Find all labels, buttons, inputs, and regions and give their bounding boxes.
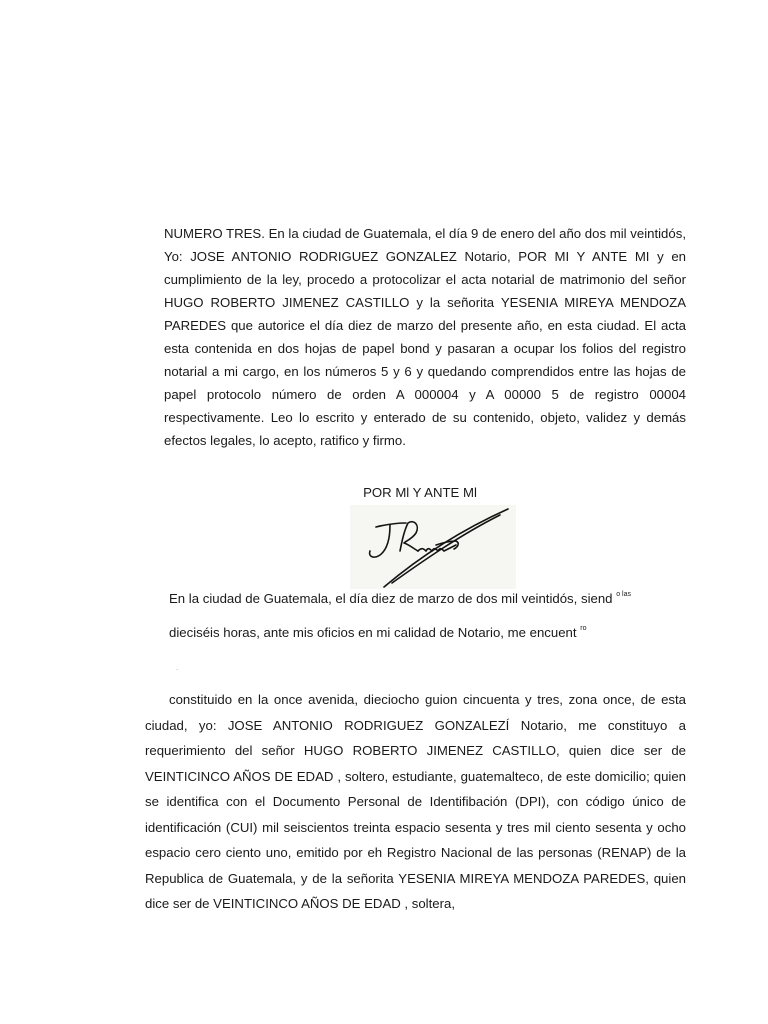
stray-mark: . [176,663,179,672]
signature-icon [350,505,516,589]
date-line-superscript: o las [616,590,631,598]
hour-line [169,625,586,640]
body-paragraph: constituido en la once avenida, dieciocho guion cincuenta y tres, zona once, de esta ciudad, yo: JOSE ANTONIO RODRIGUEZ GONZALEZÍ Notario, me constituyo a requerimiento del señor HUGO ROBERTO JIMENEZ CASTILLO, quien dice ser de VEINTICINCO AÑOS DE EDAD , soltero, estudiante, guatemalteco, de este domicilio; quien se identifica con el Documento Personal de Identifibación (DPI), con código único de identificación (CUI) mil seiscientos treinta espacio sesenta y tres mil ciento sesenta y ocho espacio cero ciento uno, emitido por eh Registro Nacional de las personas (RENAP) de la Republica de Guatemala, y de la señorita YESENIA MIREYA MENDOZA PAREDES, quien dice ser de VEINTICINCO AÑOS DE EDAD , soltera, [145,692,686,911]
handwritten-signature [350,505,516,589]
hour-line-superscript: ro [580,624,587,632]
intro-paragraph: NUMERO TRES. En la ciudad de Guatemala, el día 9 de enero del año dos mil veintidós, Yo: JOSE ANTONIO RODRIGUEZ GONZALEZ Notario, POR MI Y ANTE MI y en cumplimiento de la ley, procedo a protocolizar el acta notarial de matrimonio del señor HUGO ROBERTO JIMENEZ CASTILLO y la señorita YESENIA MIREYA MENDOZA PAREDES que autorice el día diez de marzo del presente año, en esta ciudad. El acta esta contenida en dos hojas de papel bond y pasaran a ocupar los folios del registro notarial a mi cargo, en los números 5 y 6 y quedando comprendidos entre las hojas de papel protocolo número de orden A 000004 y A 00000 5 de registro 00004 respectivamente. Leo lo escrito y enterado de su contenido, objeto, validez y demás efectos legales, lo acepto, ratifico y firmo. [164,226,686,448]
hour-line-text: dieciséis horas, ante mis oficios en mi calidad de Notario, me encuent [169,625,577,640]
centered-title: POR Ml Y ANTE Ml [363,485,477,500]
date-line-text: En la ciudad de Guatemala, el día diez de marzo de dos mil veintidós, siend [169,591,613,606]
date-line [169,591,631,606]
